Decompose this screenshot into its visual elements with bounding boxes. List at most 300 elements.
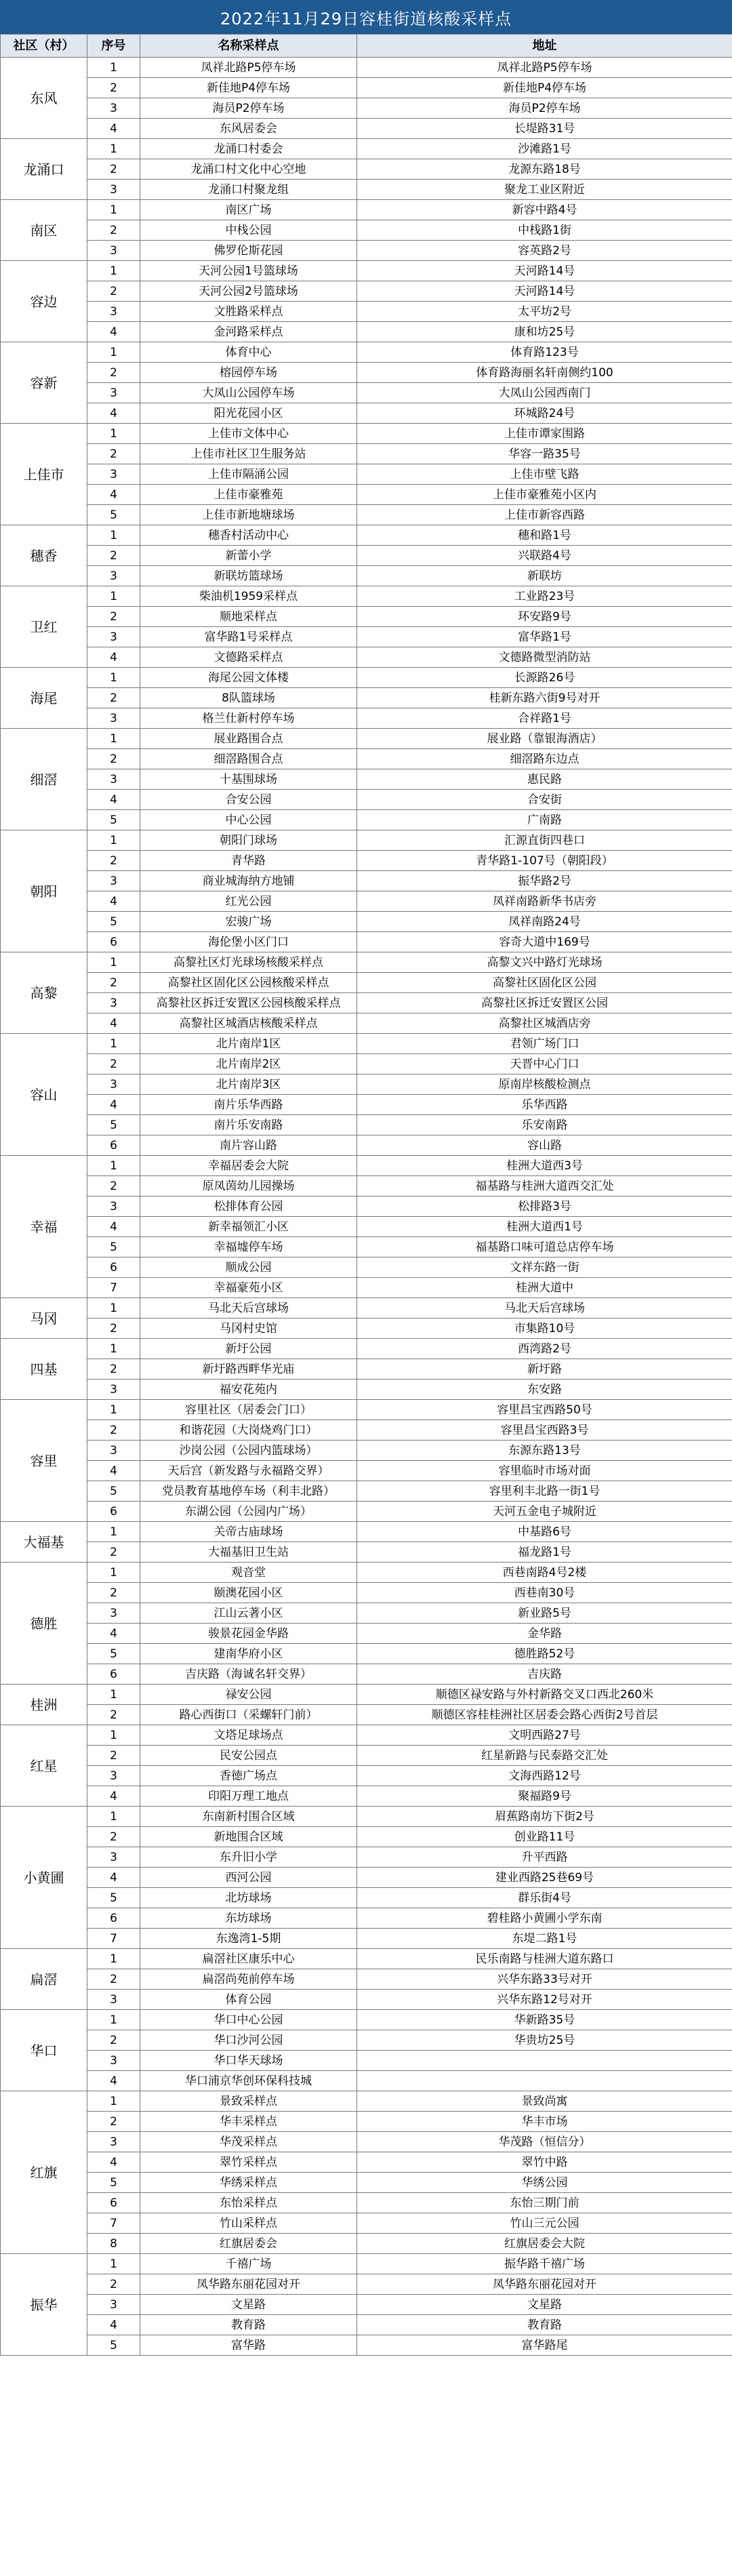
address-cell: 环城路24号 — [357, 403, 732, 424]
table-row — [1, 1461, 732, 1481]
table-row — [1, 912, 732, 932]
site-name-cell: 海尾公园文体楼 — [140, 668, 357, 688]
table-row — [1, 2234, 732, 2254]
seq-cell: 3 — [87, 871, 140, 891]
site-name-cell: 细滘路围合点 — [140, 749, 357, 769]
site-name-cell: 龙涌口村聚龙组 — [140, 180, 357, 200]
table-row — [1, 1746, 732, 1766]
seq-cell: 3 — [87, 241, 140, 261]
table-row — [1, 2173, 732, 2193]
seq-cell: 3 — [87, 2051, 140, 2071]
site-name-cell: 佛罗伦斯花园 — [140, 241, 357, 261]
site-name-cell: 骏景花园金华路 — [140, 1624, 357, 1644]
seq-cell: 4 — [87, 1095, 140, 1115]
seq-cell: 5 — [87, 810, 140, 830]
seq-cell: 3 — [87, 627, 140, 647]
site-name-cell: 中心公园 — [140, 810, 357, 830]
site-name-cell: 上佳市社区卫生服务站 — [140, 444, 357, 464]
seq-cell: 1 — [87, 261, 140, 281]
seq-cell: 1 — [87, 342, 140, 363]
table-row — [1, 281, 732, 302]
seq-cell: 7 — [87, 1278, 140, 1298]
address-cell — [357, 2051, 732, 2071]
site-name-cell: 东湖公园（公园内广场） — [140, 1502, 357, 1522]
table-row — [1, 1847, 732, 1868]
address-cell: 太平坊2号 — [357, 302, 732, 322]
seq-cell: 1 — [87, 1685, 140, 1705]
community-cell: 高黎 — [1, 952, 87, 1034]
seq-cell: 3 — [87, 993, 140, 1013]
site-name-cell: 扁滘社区康乐中心 — [140, 1949, 357, 1969]
site-name-cell: 北片南岸2区 — [140, 1054, 357, 1074]
table-row — [1, 586, 732, 607]
seq-cell: 6 — [87, 1135, 140, 1156]
seq-cell: 3 — [87, 2132, 140, 2152]
address-cell: 天河五金电子城附近 — [357, 1502, 732, 1522]
seq-cell: 1 — [87, 2091, 140, 2112]
site-name-cell: 马冈村史馆 — [140, 1319, 357, 1339]
address-cell: 振华路千禧广场 — [357, 2254, 732, 2274]
address-cell: 富华路尾 — [357, 2335, 732, 2356]
site-name-cell: 新圩路西畔华光庙 — [140, 1359, 357, 1380]
seq-cell: 6 — [87, 1502, 140, 1522]
community-cell: 穗香 — [1, 525, 87, 586]
address-cell: 创业路11号 — [357, 1827, 732, 1847]
table-row — [1, 342, 732, 363]
address-cell: 高黎社区城酒店旁 — [357, 1013, 732, 1034]
site-name-cell: 新地围合区域 — [140, 1827, 357, 1847]
site-name-cell: 颐澳花园小区 — [140, 1583, 357, 1603]
seq-cell: 4 — [87, 647, 140, 668]
address-cell: 乐华西路 — [357, 1095, 732, 1115]
seq-cell: 5 — [87, 1481, 140, 1502]
site-name-cell: 容里社区（居委会门口） — [140, 1400, 357, 1420]
table-row — [1, 891, 732, 912]
site-name-cell: 红光公园 — [140, 891, 357, 912]
site-name-cell: 海伦堡小区门口 — [140, 932, 357, 952]
site-name-cell: 天河公园2号篮球场 — [140, 281, 357, 302]
site-name-cell: 北坊球场 — [140, 1888, 357, 1908]
site-name-cell: 上佳市文体中心 — [140, 424, 357, 444]
address-cell: 容里利丰北路一街1号 — [357, 1481, 732, 1502]
seq-cell: 4 — [87, 2152, 140, 2173]
table-row — [1, 668, 732, 688]
table-row — [1, 363, 732, 383]
seq-cell: 2 — [87, 1054, 140, 1074]
address-cell: 兴联路4号 — [357, 546, 732, 566]
table-row — [1, 1949, 732, 1969]
site-name-cell: 竹山采样点 — [140, 2213, 357, 2234]
address-cell: 高黎社区固化区公园 — [357, 973, 732, 993]
seq-cell: 4 — [87, 1786, 140, 1807]
address-cell: 文祥东路一街 — [357, 1257, 732, 1278]
community-cell: 容里 — [1, 1400, 87, 1522]
seq-cell: 2 — [87, 607, 140, 627]
header-community: 社区（村） — [1, 35, 87, 58]
table-row — [1, 383, 732, 403]
address-cell: 福基路与桂洲大道西交汇处 — [357, 1176, 732, 1196]
address-cell: 市集路10号 — [357, 1319, 732, 1339]
table-row — [1, 505, 732, 525]
address-cell: 升平西路 — [357, 1847, 732, 1868]
site-name-cell: 华丰采样点 — [140, 2112, 357, 2132]
site-name-cell: 阳光花园小区 — [140, 403, 357, 424]
table-row — [1, 952, 732, 973]
site-name-cell: 格兰仕新村停车场 — [140, 708, 357, 729]
address-cell: 文星路 — [357, 2295, 732, 2315]
address-cell: 容英路2号 — [357, 241, 732, 261]
table-row — [1, 159, 732, 180]
seq-cell: 2 — [87, 444, 140, 464]
table-row — [1, 1074, 732, 1095]
table-row — [1, 2091, 732, 2112]
address-cell: 兴华东路12号对开 — [357, 1990, 732, 2010]
address-cell — [357, 2071, 732, 2091]
site-name-cell: 北片南岸3区 — [140, 1074, 357, 1095]
seq-cell: 2 — [87, 1705, 140, 1725]
table-row — [1, 1420, 732, 1441]
table-row — [1, 1786, 732, 1807]
seq-cell: 2 — [87, 749, 140, 769]
table-row — [1, 525, 732, 546]
table-row — [1, 1929, 732, 1949]
address-cell: 天河路14号 — [357, 281, 732, 302]
site-name-cell: 华口浦京华创环保科技城 — [140, 2071, 357, 2091]
seq-cell: 5 — [87, 1237, 140, 1257]
table-row — [1, 2335, 732, 2356]
address-cell: 德胜路52号 — [357, 1644, 732, 1664]
seq-cell: 1 — [87, 1807, 140, 1827]
seq-cell: 4 — [87, 403, 140, 424]
address-cell: 体育路海丽名轩南侧约100 — [357, 363, 732, 383]
table-row — [1, 993, 732, 1013]
table-row — [1, 485, 732, 505]
address-cell: 聚龙工业区附近 — [357, 180, 732, 200]
site-name-cell: 和谐花园（大岗烧鸡门口） — [140, 1420, 357, 1441]
address-cell: 兴华东路33号对开 — [357, 1969, 732, 1990]
address-cell: 文明西路27号 — [357, 1725, 732, 1746]
seq-cell: 1 — [87, 1563, 140, 1583]
table-row — [1, 200, 732, 220]
seq-cell: 3 — [87, 708, 140, 729]
site-name-cell: 华口华天球场 — [140, 2051, 357, 2071]
seq-cell: 4 — [87, 485, 140, 505]
community-cell: 四基 — [1, 1339, 87, 1400]
community-cell: 龙涌口 — [1, 139, 87, 200]
community-cell: 马冈 — [1, 1298, 87, 1339]
site-name-cell: 新蕾小学 — [140, 546, 357, 566]
table-row — [1, 1583, 732, 1603]
site-name-cell: 高黎社区拆迁安置区公园核酸采样点 — [140, 993, 357, 1013]
address-cell: 容山路 — [357, 1135, 732, 1156]
address-cell: 红星新路与民泰路交汇处 — [357, 1746, 732, 1766]
table-row — [1, 1969, 732, 1990]
site-name-cell: 体育中心 — [140, 342, 357, 363]
site-name-cell: 新联坊篮球场 — [140, 566, 357, 586]
seq-cell: 5 — [87, 1644, 140, 1664]
address-cell: 工业路23号 — [357, 586, 732, 607]
table-row — [1, 546, 732, 566]
table-row — [1, 647, 732, 668]
address-cell: 华茂路（恒信分） — [357, 2132, 732, 2152]
table-row — [1, 1624, 732, 1644]
address-cell: 大凤山公园西南门 — [357, 383, 732, 403]
table-row — [1, 139, 732, 159]
address-cell: 桂新东路六街9号对开 — [357, 688, 732, 708]
table-row — [1, 2132, 732, 2152]
community-cell: 桂洲 — [1, 1685, 87, 1725]
site-name-cell: 新幸福领汇小区 — [140, 1217, 357, 1237]
site-name-cell: 文胜路采样点 — [140, 302, 357, 322]
site-name-cell: 北片南岸1区 — [140, 1034, 357, 1054]
seq-cell: 6 — [87, 932, 140, 952]
site-name-cell: 龙涌口村文化中心空地 — [140, 159, 357, 180]
seq-cell: 4 — [87, 322, 140, 342]
table-row — [1, 1644, 732, 1664]
table-row — [1, 1542, 732, 1563]
seq-cell: 1 — [87, 1298, 140, 1319]
site-name-cell: 关帝古庙球场 — [140, 1522, 357, 1542]
address-cell: 天河路14号 — [357, 261, 732, 281]
table-row — [1, 1115, 732, 1135]
sheet-title: 2022年11月29日容桂街道核酸采样点 — [0, 0, 732, 34]
address-cell: 高黎社区拆迁安置区公园 — [357, 993, 732, 1013]
seq-cell: 2 — [87, 1176, 140, 1196]
header-name: 名称采样点 — [140, 35, 357, 58]
site-name-cell: 十基围球场 — [140, 769, 357, 790]
site-name-cell: 马北天后宫球场 — [140, 1298, 357, 1319]
site-name-cell: 幸福豪苑小区 — [140, 1278, 357, 1298]
address-cell: 顺德区禄安路与外村新路交叉口西北260米 — [357, 1685, 732, 1705]
site-name-cell: 东怡采样点 — [140, 2193, 357, 2213]
table-row — [1, 119, 732, 139]
seq-cell: 1 — [87, 830, 140, 851]
table-row — [1, 2193, 732, 2213]
table-row — [1, 1176, 732, 1196]
site-name-cell: 千禧广场 — [140, 2254, 357, 2274]
seq-cell: 1 — [87, 139, 140, 159]
seq-cell: 2 — [87, 220, 140, 241]
address-cell: 体育路123号 — [357, 342, 732, 363]
seq-cell: 3 — [87, 1380, 140, 1400]
seq-cell: 3 — [87, 98, 140, 119]
site-name-cell: 吉庆路（海诚名轩交界） — [140, 1664, 357, 1685]
table-row — [1, 566, 732, 586]
seq-cell: 4 — [87, 1013, 140, 1034]
address-cell: 新圩路 — [357, 1359, 732, 1380]
seq-cell: 1 — [87, 586, 140, 607]
table-row — [1, 708, 732, 729]
table-row — [1, 1380, 732, 1400]
site-name-cell: 印阳万理工地点 — [140, 1786, 357, 1807]
site-name-cell: 华口中心公园 — [140, 2010, 357, 2030]
site-name-cell: 商业城海纳方地铺 — [140, 871, 357, 891]
seq-cell: 3 — [87, 1196, 140, 1217]
table-row — [1, 464, 732, 485]
site-name-cell: 华口沙河公园 — [140, 2030, 357, 2051]
community-cell: 红旗 — [1, 2091, 87, 2254]
community-cell: 幸福 — [1, 1156, 87, 1298]
site-name-cell: 西河公园 — [140, 1868, 357, 1888]
table-row — [1, 1196, 732, 1217]
table-row — [1, 607, 732, 627]
seq-cell: 4 — [87, 891, 140, 912]
community-cell: 南区 — [1, 200, 87, 261]
seq-cell: 3 — [87, 1441, 140, 1461]
table-row — [1, 261, 732, 281]
address-cell: 高黎文兴中路灯光球场 — [357, 952, 732, 973]
table-row — [1, 2030, 732, 2051]
seq-cell: 1 — [87, 1034, 140, 1054]
seq-cell: 5 — [87, 912, 140, 932]
seq-cell: 7 — [87, 1929, 140, 1949]
site-name-cell: 华茂采样点 — [140, 2132, 357, 2152]
seq-cell: 1 — [87, 1949, 140, 1969]
site-name-cell: 幸福居委会大院 — [140, 1156, 357, 1176]
seq-cell: 4 — [87, 1624, 140, 1644]
address-cell: 中栈路1街 — [357, 220, 732, 241]
address-cell: 凤祥南路24号 — [357, 912, 732, 932]
address-cell: 竹山三元公园 — [357, 2213, 732, 2234]
seq-cell: 6 — [87, 1908, 140, 1929]
site-name-cell: 天河公园1号篮球场 — [140, 261, 357, 281]
seq-cell: 3 — [87, 464, 140, 485]
seq-cell: 1 — [87, 525, 140, 546]
community-cell: 大福基 — [1, 1522, 87, 1563]
site-name-cell: 中栈公园 — [140, 220, 357, 241]
table-row — [1, 769, 732, 790]
seq-cell: 2 — [87, 281, 140, 302]
address-cell: 福基路口味可道总店停车场 — [357, 1237, 732, 1257]
address-cell: 容里昌宝西路3号 — [357, 1420, 732, 1441]
header-seq: 序号 — [87, 35, 140, 58]
site-name-cell: 高黎社区固化区公园核酸采样点 — [140, 973, 357, 993]
table-row — [1, 2112, 732, 2132]
table-row — [1, 810, 732, 830]
table-row — [1, 2315, 732, 2335]
site-name-cell: 观音堂 — [140, 1563, 357, 1583]
community-cell: 朝阳 — [1, 830, 87, 952]
table-row — [1, 790, 732, 810]
community-cell: 小黄圃 — [1, 1807, 87, 1949]
seq-cell: 3 — [87, 302, 140, 322]
address-cell: 翠竹中路 — [357, 2152, 732, 2173]
site-name-cell: 顺成公园 — [140, 1257, 357, 1278]
table-row — [1, 1400, 732, 1420]
address-cell: 福龙路1号 — [357, 1542, 732, 1563]
address-cell: 康和坊25号 — [357, 322, 732, 342]
address-cell: 华新路35号 — [357, 2010, 732, 2030]
address-cell: 西巷南路4号2楼 — [357, 1563, 732, 1583]
site-name-cell: 展业路围合点 — [140, 729, 357, 749]
address-cell: 上佳市壁飞路 — [357, 464, 732, 485]
community-cell: 容山 — [1, 1034, 87, 1156]
address-cell: 华丰市场 — [357, 2112, 732, 2132]
site-name-cell: 朝阳门球场 — [140, 830, 357, 851]
seq-cell: 7 — [87, 2213, 140, 2234]
seq-cell: 4 — [87, 2071, 140, 2091]
table-row — [1, 627, 732, 647]
site-name-cell: 民安公园点 — [140, 1746, 357, 1766]
seq-cell: 4 — [87, 790, 140, 810]
address-cell: 金华路 — [357, 1624, 732, 1644]
table-row — [1, 1054, 732, 1074]
table-row — [1, 2071, 732, 2091]
seq-cell: 3 — [87, 180, 140, 200]
seq-cell: 4 — [87, 1868, 140, 1888]
table-row — [1, 973, 732, 993]
table-row — [1, 2152, 732, 2173]
seq-cell: 4 — [87, 1217, 140, 1237]
site-name-cell: 东升旧小学 — [140, 1847, 357, 1868]
community-cell: 东风 — [1, 58, 87, 139]
site-name-cell: 幸福墟停车场 — [140, 1237, 357, 1257]
community-cell: 扁滘 — [1, 1949, 87, 2010]
site-name-cell: 柴油机1959采样点 — [140, 586, 357, 607]
table-row — [1, 1705, 732, 1725]
table-row — [1, 688, 732, 708]
address-cell: 建业西路25巷69号 — [357, 1868, 732, 1888]
seq-cell: 5 — [87, 2173, 140, 2193]
address-cell: 君领广场门口 — [357, 1034, 732, 1054]
site-name-cell: 宏骏广场 — [140, 912, 357, 932]
address-cell: 松排路3号 — [357, 1196, 732, 1217]
address-cell: 东怡三期门前 — [357, 2193, 732, 2213]
address-cell: 容里昌宝西路50号 — [357, 1400, 732, 1420]
site-name-cell: 海员P2停车场 — [140, 98, 357, 119]
table-row — [1, 241, 732, 261]
site-name-cell: 富华路1号采样点 — [140, 627, 357, 647]
address-cell: 西湾路2号 — [357, 1339, 732, 1359]
community-cell: 容边 — [1, 261, 87, 342]
seq-cell: 1 — [87, 1725, 140, 1746]
site-name-cell: 东逸湾1-5期 — [140, 1929, 357, 1949]
table-row — [1, 302, 732, 322]
table-row — [1, 1827, 732, 1847]
address-cell: 教育路 — [357, 2315, 732, 2335]
table-row — [1, 1319, 732, 1339]
address-cell: 东安路 — [357, 1380, 732, 1400]
address-cell: 群乐街4号 — [357, 1888, 732, 1908]
table-row — [1, 1603, 732, 1624]
seq-cell: 1 — [87, 2010, 140, 2030]
site-name-cell: 大福基旧卫生站 — [140, 1542, 357, 1563]
seq-cell: 4 — [87, 2315, 140, 2335]
address-cell: 广南路 — [357, 810, 732, 830]
seq-cell: 2 — [87, 159, 140, 180]
address-cell: 展业路（靠银海酒店） — [357, 729, 732, 749]
seq-cell: 2 — [87, 1542, 140, 1563]
address-cell: 聚福路9号 — [357, 1786, 732, 1807]
address-cell: 华贵坊25号 — [357, 2030, 732, 2051]
address-cell: 东堤二路1号 — [357, 1929, 732, 1949]
seq-cell: 1 — [87, 2254, 140, 2274]
table-row — [1, 1359, 732, 1380]
site-name-cell: 凤华路东丽花园对开 — [140, 2274, 357, 2295]
address-cell: 龙源东路18号 — [357, 159, 732, 180]
seq-cell: 2 — [87, 363, 140, 383]
table-row — [1, 1441, 732, 1461]
table-row — [1, 1685, 732, 1705]
table-row — [1, 1664, 732, 1685]
community-cell: 卫红 — [1, 586, 87, 668]
community-cell: 德胜 — [1, 1563, 87, 1685]
address-cell: 容里临时市场对面 — [357, 1461, 732, 1481]
seq-cell: 8 — [87, 2234, 140, 2254]
address-cell: 凤华路东丽花园对开 — [357, 2274, 732, 2295]
community-cell: 红星 — [1, 1725, 87, 1807]
address-cell: 凤祥北路P5停车场 — [357, 58, 732, 78]
